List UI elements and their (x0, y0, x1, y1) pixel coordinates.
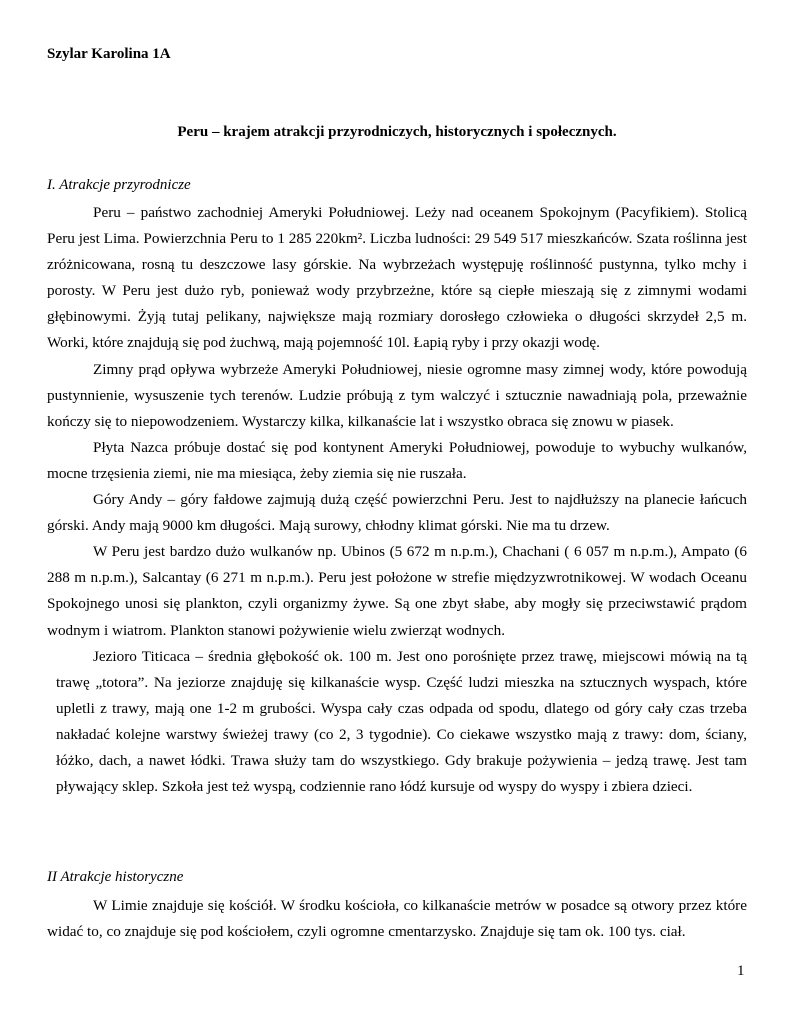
section-heading-natural: I. Atrakcje przyrodnicze (47, 177, 191, 193)
paragraph: Zimny prąd opływa wybrzeże Ameryki Południowej, niesie ogromne masy zimnej wody, które powodują pustynnienie, wysuszenie tych terenów. Ludzie próbują z tym walczyć i sztucznie nawadniają pola, przeważnie kończy się to niepowodzeniem. Wystarczy kilka, kilkanaście lat i wszystko obraca się znowu w piasek. (47, 360, 747, 430)
document-title: Peru – krajem atrakcji przyrodniczych, historycznych i społecznych. (177, 124, 617, 140)
page-number: 1 (737, 963, 745, 979)
paragraph: Płyta Nazca próbuje dostać się pod kontynent Ameryki Południowej, powoduje to wybuchy wulkanów, mocne trzęsienia ziemi, nie ma miesiąca, żeby ziemia się nie ruszała. (47, 438, 747, 482)
section-heading-historical: II Atrakcje historyczne (47, 869, 184, 885)
paragraph: Peru – państwo zachodniej Ameryki Południowej. Leży nad oceanem Spokojnym (Pacyfikiem). Stolicą Peru jest Lima. Powierzchnia Peru to 1 285 220km². Liczba ludności: 29 549 517 mieszkańców. Szata roślinna jest zróżnicowana, rosną tu deszczowe lasy górskie. Na wybrzeżach występuję roślinność pustynna, tylko mchy i porosty. W Peru jest dużo ryb, ponieważ wody przybrzeżne, które są ciepłe mieszają się z zimnymi wodami głębinowymi. Żyją tutaj pelikany, największe mają rozmiary dorosłego człowieka o długości skrzydeł 2,5 m. Worki, które znajdują się pod żuchwą, mają pojemność 10l. Łapią ryby i przy okazji wodę. (47, 204, 747, 352)
paragraph: Góry Andy – góry fałdowe zajmują dużą część powierzchni Peru. Jest to najdłuższy na planecie łańcuch górski. Andy mają 9000 km długości. Mają surowy, chłodny klimat górski. Nie ma tu drzew. (47, 491, 747, 535)
paragraph: Jezioro Titicaca – średnia głębokość ok. 100 m. Jest ono porośnięte przez trawę, miejscowi mówią na tą trawę „totora”. Na jeziorze znajduję się kilkanaście wysp. Część ludzi mieszka na sztucznych wyspach, które upletli z trawy, mają one 1-2 m grubości. Wyspa cały czas odpada od spodu, dlatego od góry cały czas trzeba nakładać kolejne warstwy świeżej trawy (co 2, 3 tygodnie). Co ciekawe wszystko mają z trawy: dom, ściany, łóżko, dach, a nawet łódki. Trawa służy tam do wszystkiego. Gdy brakuje pożywienia – jedzą trawę. Jest tam pływający sklep. Szkoła jest też wyspą, codziennie rano łódź kursuje od wyspy do wyspy i zbiera dzieci. (56, 647, 747, 796)
section-body-natural (47, 200, 747, 800)
paragraph: W Peru jest bardzo dużo wulkanów np. Ubinos (5 672 m n.p.m.), Chachani ( 6 057 m n.p.m.), Ampato (6 288 m n.p.m.), Salcantay (6 271 m n.p.m.). Peru jest położone w strefie międzyzwrotnikowej. W wodach Oceanu Spokojnego unosi się plankton, czyli organizmy żywe. Są one zbyt słabe, aby mogły się przeciwstawić prądom wodnym i wiatrom. Plankton stanowi pożywienie wielu zwierząt wodnych. (47, 543, 747, 639)
paragraph: W Limie znajduje się kościół. W środku kościoła, co kilkanaście metrów w posadce są otwory przez które widać to, co znajduje się pod kościołem, czyli ogromne cmentarzysko. Znajduje się tam ok. 100 tys. ciał. (47, 897, 747, 940)
author-line: Szylar Karolina 1A (47, 46, 171, 62)
section-body-historical (47, 893, 747, 945)
